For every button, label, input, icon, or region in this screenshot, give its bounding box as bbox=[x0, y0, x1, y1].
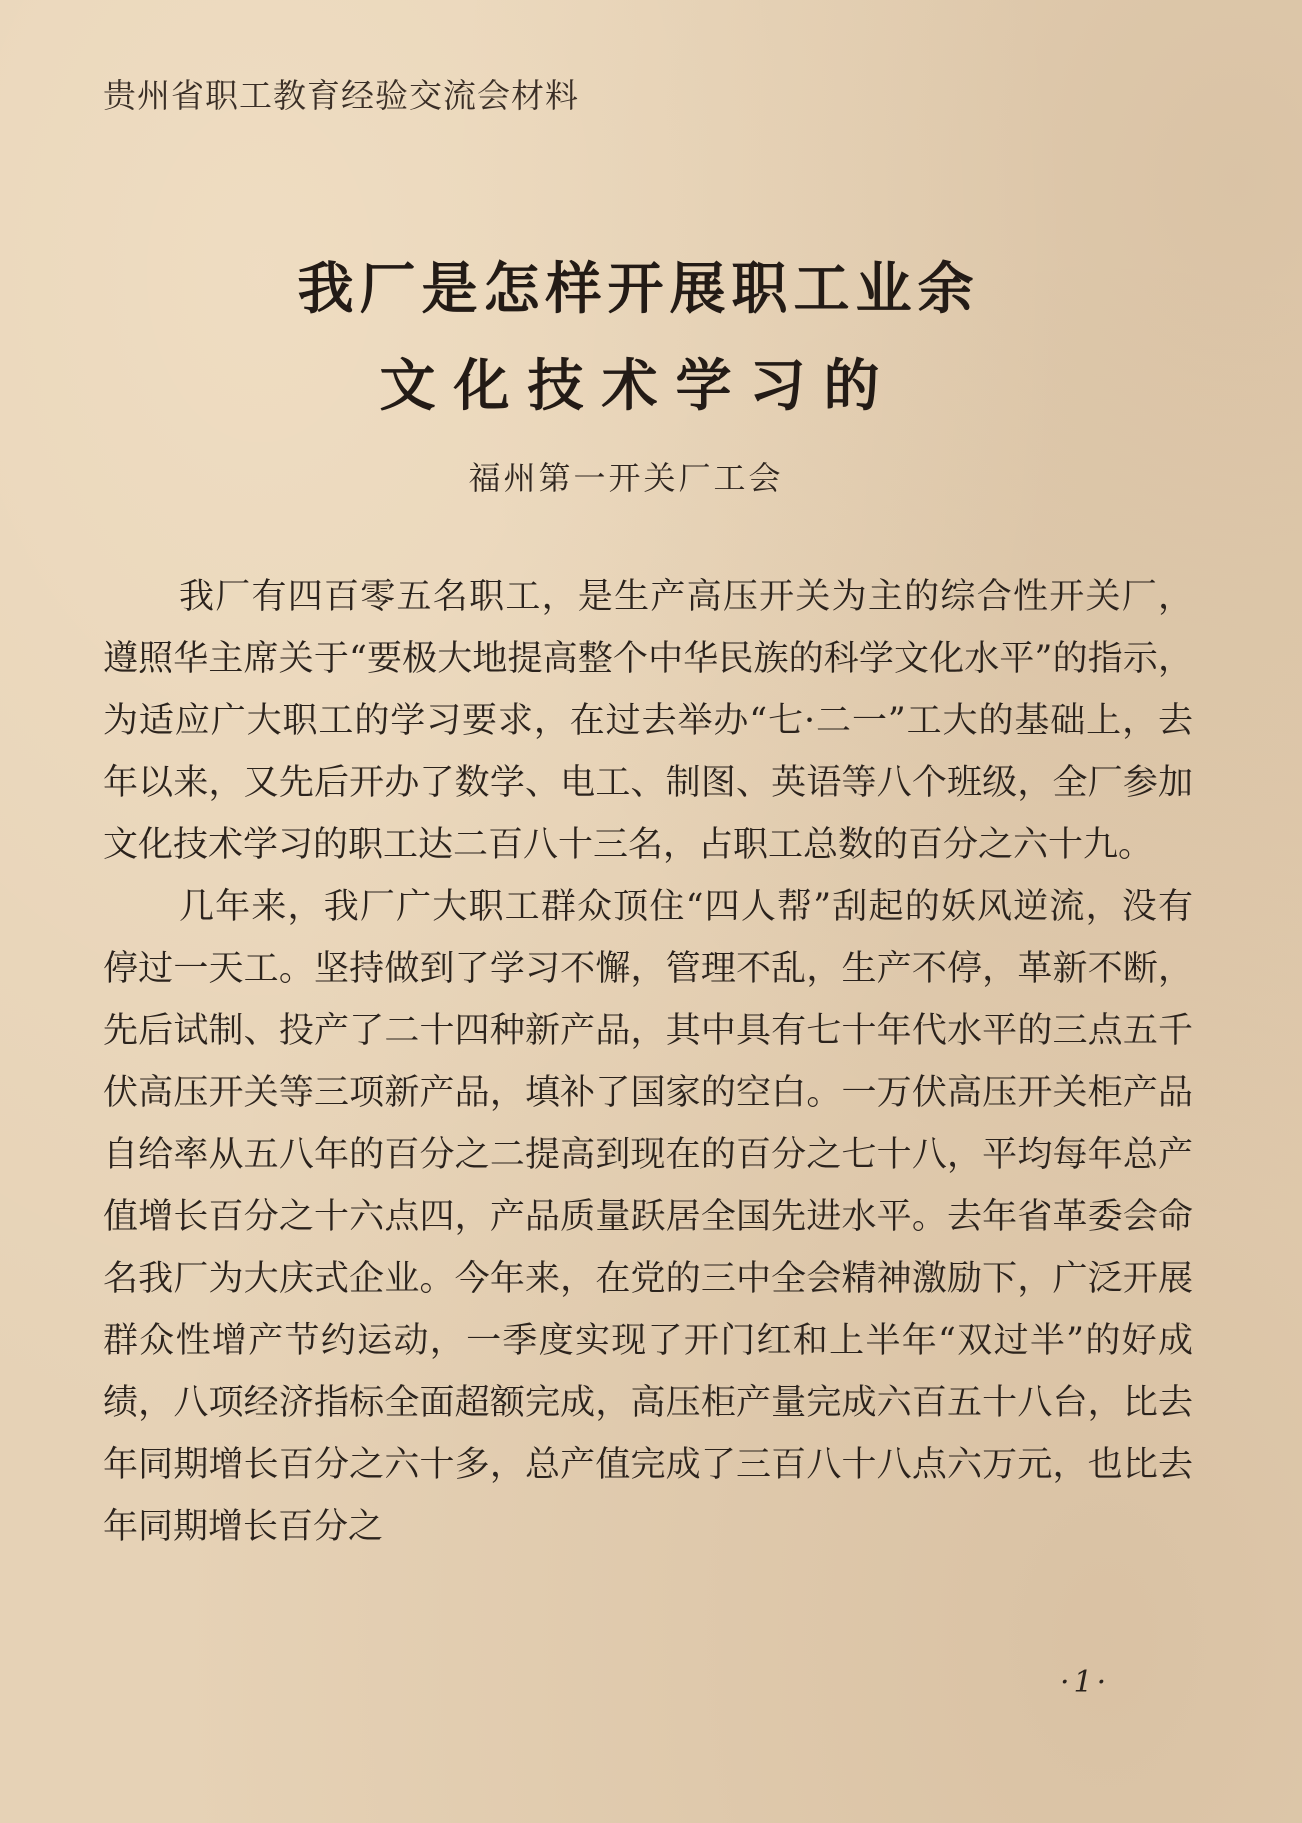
article-body bbox=[103, 566, 1193, 1558]
author-line: 福州第一开关厂工会 bbox=[468, 459, 784, 497]
title-line-1: 我厂是怎样开展职工业余 bbox=[297, 256, 980, 322]
title-line-2: 文化技术学习的 bbox=[379, 353, 898, 419]
page-number: ·1· bbox=[1060, 1665, 1111, 1700]
paragraph-2: 几年来，我厂广大职工群众顶住“四人帮”刮起的妖风逆流，没有停过一天工。坚持做到了学习不懈，管理不乱，生产不停，革新不断，先后试制、投产了二十四种新产品，其中具有七十年代水平的三点五千伏高压开关等三项新产品，填补了国家的空白。一万伏高压开关柜产品自给率从五八年的百分之二提高到现在的百分之七十八，平均每年总产值增长百分之十六点四，产品质量跃居全国先进水平。去年省革委会命名我厂为大庆式企业。今年来，在党的三中全会精神激励下，广泛开展群众性增产节约运动，一季度实现了开门红和上半年“双过半”的好成绩，八项经济指标全面超额完成，高压柜产量完成六百五十八台，比去年同期增长百分之六十多，总产值完成了三百八十八点六万元，也比去年同期增长百分之 bbox=[103, 887, 1193, 1547]
running-header: 贵州省职工教育经验交流会材料 bbox=[103, 76, 579, 115]
paragraph-1: 我厂有四百零五名职工，是生产高压开关为主的综合性开关厂，遵照华主席关于“要极大地提高整个中华民族的科学文化水平”的指示，为适应广大职工的学习要求，在过去举办“七·二一”工大的基础上，去年以来，又先后开办了数学、电工、制图、英语等八个班级，全厂参加文化技术学习的职工达二百八十三名，占职工总数的百分之六十九。 bbox=[103, 577, 1193, 865]
